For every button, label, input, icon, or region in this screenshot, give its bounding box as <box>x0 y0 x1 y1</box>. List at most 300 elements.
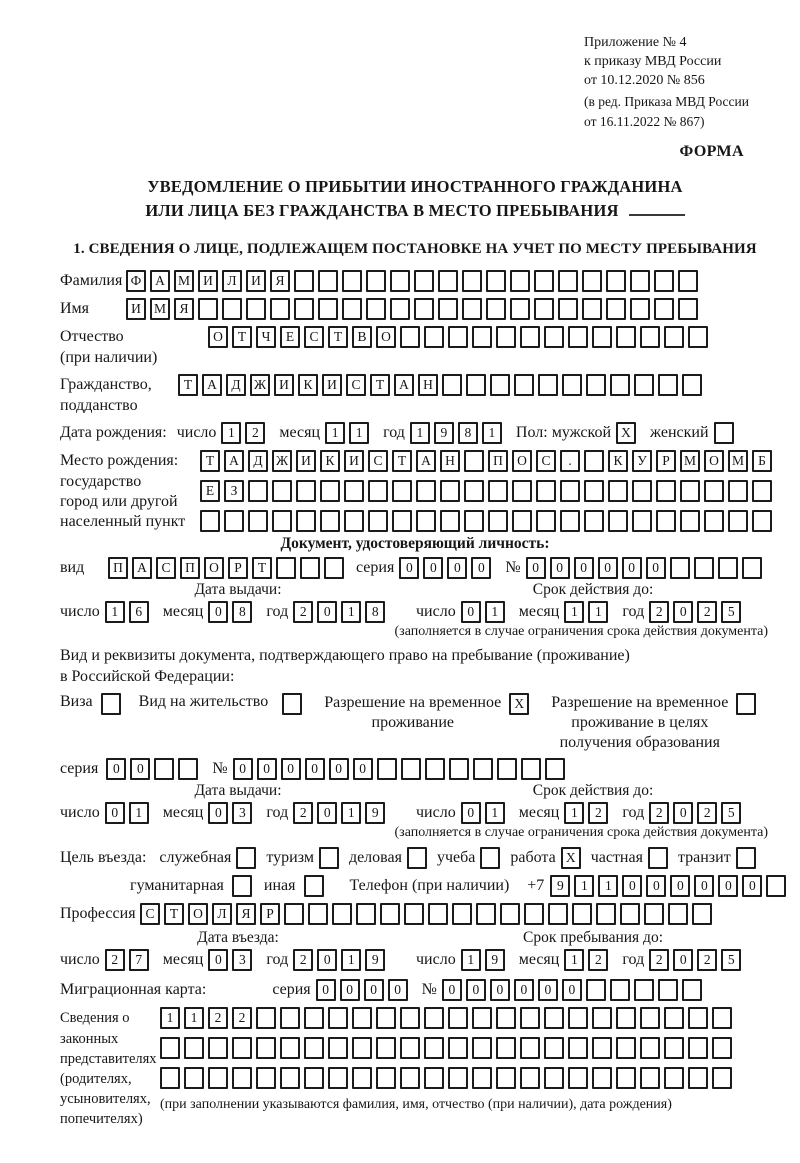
char-box[interactable] <box>473 758 493 780</box>
char-box[interactable]: 1 <box>482 422 502 444</box>
char-box[interactable] <box>682 374 702 396</box>
char-box[interactable] <box>488 510 508 532</box>
char-box[interactable] <box>510 298 530 320</box>
char-box[interactable]: Н <box>418 374 438 396</box>
char-box[interactable] <box>232 875 252 897</box>
char-box[interactable]: 1 <box>349 422 369 444</box>
char-box[interactable] <box>680 480 700 502</box>
char-box[interactable] <box>678 270 698 292</box>
char-box[interactable] <box>324 557 344 579</box>
char-box[interactable] <box>368 510 388 532</box>
char-box[interactable] <box>592 1037 612 1059</box>
char-box[interactable]: И <box>126 298 146 320</box>
char-box[interactable]: У <box>632 450 652 472</box>
char-box[interactable] <box>448 326 468 348</box>
char-box[interactable] <box>664 1007 684 1029</box>
char-box[interactable]: 8 <box>232 601 252 623</box>
char-box[interactable]: С <box>346 374 366 396</box>
char-box[interactable]: Я <box>236 903 256 925</box>
char-box[interactable] <box>272 510 292 532</box>
char-box[interactable] <box>586 374 606 396</box>
char-box[interactable] <box>520 1007 540 1029</box>
char-box[interactable]: 0 <box>538 979 558 1001</box>
char-box[interactable] <box>572 903 592 925</box>
char-box[interactable] <box>616 1007 636 1029</box>
char-box[interactable] <box>400 1067 420 1089</box>
char-box[interactable] <box>425 758 445 780</box>
char-box[interactable]: 1 <box>574 875 594 897</box>
char-box[interactable] <box>319 847 339 869</box>
char-box[interactable]: Т <box>328 326 348 348</box>
char-box[interactable]: 0 <box>442 979 462 1001</box>
char-box[interactable] <box>586 979 606 1001</box>
char-box[interactable]: С <box>304 326 324 348</box>
char-box[interactable]: 2 <box>697 802 717 824</box>
char-box[interactable] <box>280 1037 300 1059</box>
char-box[interactable] <box>584 450 604 472</box>
char-box[interactable] <box>376 1037 396 1059</box>
char-box[interactable] <box>424 326 444 348</box>
char-box[interactable] <box>548 903 568 925</box>
char-box[interactable]: 0 <box>329 758 349 780</box>
char-box[interactable] <box>558 298 578 320</box>
char-box[interactable]: 0 <box>514 979 534 1001</box>
char-box[interactable] <box>656 480 676 502</box>
char-box[interactable] <box>328 1007 348 1029</box>
char-box[interactable] <box>736 693 756 715</box>
char-box[interactable] <box>304 1067 324 1089</box>
char-box[interactable] <box>442 374 462 396</box>
char-box[interactable] <box>658 374 678 396</box>
char-box[interactable] <box>486 270 506 292</box>
char-box[interactable]: 2 <box>105 949 125 971</box>
char-box[interactable] <box>490 374 510 396</box>
char-box[interactable]: 0 <box>423 557 443 579</box>
char-box[interactable] <box>472 1067 492 1089</box>
char-box[interactable]: М <box>728 450 748 472</box>
char-box[interactable] <box>682 979 702 1001</box>
char-box[interactable] <box>688 326 708 348</box>
char-box[interactable]: Е <box>200 480 220 502</box>
char-box[interactable]: 2 <box>293 601 313 623</box>
char-box[interactable]: С <box>536 450 556 472</box>
char-box[interactable]: 0 <box>646 557 666 579</box>
char-box[interactable] <box>464 450 484 472</box>
char-box[interactable] <box>630 298 650 320</box>
char-box[interactable] <box>296 480 316 502</box>
char-box[interactable] <box>320 510 340 532</box>
char-box[interactable]: Д <box>226 374 246 396</box>
char-box[interactable] <box>524 903 544 925</box>
char-box[interactable]: 2 <box>588 802 608 824</box>
char-box[interactable] <box>640 1007 660 1029</box>
char-box[interactable] <box>520 1067 540 1089</box>
char-box[interactable] <box>560 480 580 502</box>
char-box[interactable]: 1 <box>221 422 241 444</box>
char-box[interactable] <box>272 480 292 502</box>
char-box[interactable] <box>344 510 364 532</box>
char-box[interactable]: Т <box>392 450 412 472</box>
char-box[interactable] <box>654 298 674 320</box>
char-box[interactable]: О <box>208 326 228 348</box>
char-box[interactable] <box>610 979 630 1001</box>
char-box[interactable] <box>688 1007 708 1029</box>
char-box[interactable]: 6 <box>129 601 149 623</box>
char-box[interactable]: 0 <box>673 601 693 623</box>
char-box[interactable]: 0 <box>694 875 714 897</box>
char-box[interactable]: О <box>704 450 724 472</box>
char-box[interactable] <box>584 510 604 532</box>
char-box[interactable] <box>640 1067 660 1089</box>
char-box[interactable] <box>592 1007 612 1029</box>
char-box[interactable]: И <box>322 374 342 396</box>
char-box[interactable]: 0 <box>673 949 693 971</box>
char-box[interactable] <box>400 1037 420 1059</box>
char-box[interactable] <box>296 510 316 532</box>
char-box[interactable] <box>654 270 674 292</box>
char-box[interactable] <box>404 903 424 925</box>
char-box[interactable] <box>448 1067 468 1089</box>
char-box[interactable] <box>582 270 602 292</box>
char-box[interactable] <box>448 1037 468 1059</box>
char-box[interactable]: 2 <box>649 949 669 971</box>
char-box[interactable]: 2 <box>697 601 717 623</box>
char-box[interactable]: 1 <box>564 802 584 824</box>
char-box[interactable] <box>712 1007 732 1029</box>
char-box[interactable] <box>449 758 469 780</box>
char-box[interactable] <box>656 510 676 532</box>
char-box[interactable]: 9 <box>485 949 505 971</box>
char-box[interactable] <box>318 298 338 320</box>
char-box[interactable]: 8 <box>458 422 478 444</box>
char-box[interactable] <box>568 326 588 348</box>
char-box[interactable]: 1 <box>564 601 584 623</box>
char-box[interactable]: 0 <box>317 802 337 824</box>
char-box[interactable]: Т <box>252 557 272 579</box>
char-box[interactable] <box>520 1037 540 1059</box>
char-box[interactable]: 9 <box>550 875 570 897</box>
char-box[interactable]: 0 <box>550 557 570 579</box>
char-box[interactable] <box>416 480 436 502</box>
char-box[interactable] <box>464 480 484 502</box>
char-box[interactable] <box>342 270 362 292</box>
char-box[interactable] <box>664 1067 684 1089</box>
char-box[interactable] <box>380 903 400 925</box>
char-box[interactable]: 2 <box>293 802 313 824</box>
char-box[interactable] <box>616 326 636 348</box>
char-box[interactable]: Я <box>174 298 194 320</box>
char-box[interactable]: 5 <box>721 601 741 623</box>
char-box[interactable] <box>512 510 532 532</box>
char-box[interactable] <box>154 758 174 780</box>
char-box[interactable]: К <box>298 374 318 396</box>
char-box[interactable] <box>712 1067 732 1089</box>
char-box[interactable]: О <box>376 326 396 348</box>
char-box[interactable]: 0 <box>718 875 738 897</box>
char-box[interactable] <box>510 270 530 292</box>
char-box[interactable] <box>704 510 724 532</box>
char-box[interactable]: Т <box>200 450 220 472</box>
char-box[interactable] <box>678 298 698 320</box>
char-box[interactable]: К <box>608 450 628 472</box>
char-box[interactable]: М <box>174 270 194 292</box>
char-box[interactable] <box>304 1007 324 1029</box>
char-box[interactable] <box>606 298 626 320</box>
char-box[interactable] <box>390 270 410 292</box>
char-box[interactable]: А <box>150 270 170 292</box>
char-box[interactable] <box>496 1037 516 1059</box>
char-box[interactable] <box>232 1037 252 1059</box>
char-box[interactable] <box>318 270 338 292</box>
char-box[interactable] <box>462 270 482 292</box>
char-box[interactable] <box>392 510 412 532</box>
char-box[interactable] <box>648 847 668 869</box>
char-box[interactable] <box>160 1037 180 1059</box>
char-box[interactable]: С <box>156 557 176 579</box>
char-box[interactable]: 9 <box>434 422 454 444</box>
char-box[interactable] <box>536 510 556 532</box>
char-box[interactable] <box>688 1037 708 1059</box>
char-box[interactable] <box>592 326 612 348</box>
char-box[interactable]: Л <box>212 903 232 925</box>
char-box[interactable]: Ф <box>126 270 146 292</box>
char-box[interactable]: 1 <box>461 949 481 971</box>
char-box[interactable]: 0 <box>364 979 384 1001</box>
char-box[interactable] <box>208 1037 228 1059</box>
char-box[interactable]: А <box>224 450 244 472</box>
char-box[interactable]: 2 <box>588 949 608 971</box>
char-box[interactable]: М <box>150 298 170 320</box>
char-box[interactable]: 1 <box>105 601 125 623</box>
char-box[interactable] <box>328 1067 348 1089</box>
char-box[interactable] <box>544 326 564 348</box>
char-box[interactable]: В <box>352 326 372 348</box>
char-box[interactable] <box>608 480 628 502</box>
char-box[interactable]: 9 <box>365 949 385 971</box>
char-box[interactable] <box>414 270 434 292</box>
char-box[interactable] <box>512 480 532 502</box>
char-box[interactable] <box>596 903 616 925</box>
char-box[interactable]: З <box>224 480 244 502</box>
char-box[interactable] <box>377 758 397 780</box>
char-box[interactable]: 1 <box>564 949 584 971</box>
char-box[interactable] <box>438 298 458 320</box>
char-box[interactable]: 2 <box>245 422 265 444</box>
char-box[interactable]: 0 <box>317 949 337 971</box>
char-box[interactable]: И <box>296 450 316 472</box>
char-box[interactable]: 1 <box>485 802 505 824</box>
char-box[interactable]: 0 <box>281 758 301 780</box>
char-box[interactable] <box>520 326 540 348</box>
char-box[interactable]: Л <box>222 270 242 292</box>
char-box[interactable]: . <box>560 450 580 472</box>
char-box[interactable] <box>248 510 268 532</box>
char-box[interactable] <box>208 1067 228 1089</box>
char-box[interactable]: Р <box>228 557 248 579</box>
char-box[interactable]: 1 <box>598 875 618 897</box>
char-box[interactable] <box>280 1007 300 1029</box>
char-box[interactable]: 0 <box>562 979 582 1001</box>
char-box[interactable] <box>440 480 460 502</box>
char-box[interactable]: Е <box>280 326 300 348</box>
char-box[interactable]: П <box>180 557 200 579</box>
char-box[interactable]: 1 <box>410 422 430 444</box>
char-box[interactable] <box>640 326 660 348</box>
char-box[interactable] <box>424 1007 444 1029</box>
char-box[interactable] <box>366 270 386 292</box>
char-box[interactable] <box>160 1067 180 1089</box>
char-box[interactable]: 2 <box>208 1007 228 1029</box>
char-box[interactable] <box>664 326 684 348</box>
char-box[interactable]: А <box>416 450 436 472</box>
char-box[interactable]: 7 <box>129 949 149 971</box>
char-box[interactable] <box>544 1007 564 1029</box>
char-box[interactable]: 0 <box>316 979 336 1001</box>
char-box[interactable] <box>496 326 516 348</box>
char-box[interactable]: 2 <box>697 949 717 971</box>
char-box[interactable]: X <box>561 847 581 869</box>
char-box[interactable]: 0 <box>461 802 481 824</box>
char-box[interactable]: 0 <box>670 875 690 897</box>
char-box[interactable] <box>766 875 786 897</box>
char-box[interactable]: 0 <box>399 557 419 579</box>
char-box[interactable] <box>294 270 314 292</box>
char-box[interactable] <box>280 1067 300 1089</box>
char-box[interactable]: Б <box>752 450 772 472</box>
char-box[interactable]: 0 <box>673 802 693 824</box>
char-box[interactable]: Т <box>164 903 184 925</box>
char-box[interactable] <box>728 480 748 502</box>
char-box[interactable]: И <box>344 450 364 472</box>
char-box[interactable] <box>270 298 290 320</box>
char-box[interactable]: О <box>204 557 224 579</box>
char-box[interactable] <box>356 903 376 925</box>
char-box[interactable] <box>472 1007 492 1029</box>
char-box[interactable] <box>500 903 520 925</box>
char-box[interactable] <box>332 903 352 925</box>
char-box[interactable]: 0 <box>447 557 467 579</box>
char-box[interactable]: X <box>509 693 529 715</box>
char-box[interactable] <box>664 1037 684 1059</box>
char-box[interactable] <box>632 510 652 532</box>
char-box[interactable] <box>246 298 266 320</box>
char-box[interactable] <box>276 557 296 579</box>
char-box[interactable]: 1 <box>485 601 505 623</box>
char-box[interactable] <box>714 422 734 444</box>
char-box[interactable] <box>692 903 712 925</box>
char-box[interactable] <box>368 480 388 502</box>
char-box[interactable] <box>538 374 558 396</box>
char-box[interactable] <box>256 1007 276 1029</box>
char-box[interactable] <box>416 510 436 532</box>
char-box[interactable]: Ч <box>256 326 276 348</box>
char-box[interactable] <box>452 903 472 925</box>
char-box[interactable] <box>616 1037 636 1059</box>
char-box[interactable]: 0 <box>471 557 491 579</box>
char-box[interactable]: 0 <box>340 979 360 1001</box>
char-box[interactable]: 1 <box>341 802 361 824</box>
char-box[interactable] <box>486 298 506 320</box>
char-box[interactable] <box>496 1067 516 1089</box>
char-box[interactable] <box>562 374 582 396</box>
char-box[interactable]: 0 <box>130 758 150 780</box>
char-box[interactable]: 2 <box>232 1007 252 1029</box>
char-box[interactable] <box>752 480 772 502</box>
char-box[interactable] <box>184 1037 204 1059</box>
char-box[interactable]: Р <box>656 450 676 472</box>
char-box[interactable] <box>308 903 328 925</box>
char-box[interactable]: Р <box>260 903 280 925</box>
char-box[interactable]: 0 <box>208 802 228 824</box>
char-box[interactable] <box>376 1067 396 1089</box>
char-box[interactable] <box>352 1067 372 1089</box>
char-box[interactable]: 1 <box>341 601 361 623</box>
char-box[interactable] <box>256 1067 276 1089</box>
char-box[interactable]: 0 <box>526 557 546 579</box>
char-box[interactable] <box>497 758 517 780</box>
char-box[interactable]: 0 <box>646 875 666 897</box>
char-box[interactable] <box>462 298 482 320</box>
char-box[interactable]: 1 <box>160 1007 180 1029</box>
char-box[interactable] <box>376 1007 396 1029</box>
char-box[interactable] <box>616 1067 636 1089</box>
char-box[interactable] <box>496 1007 516 1029</box>
char-box[interactable]: 0 <box>257 758 277 780</box>
char-box[interactable]: Т <box>232 326 252 348</box>
char-box[interactable] <box>352 1037 372 1059</box>
char-box[interactable] <box>294 298 314 320</box>
char-box[interactable] <box>584 480 604 502</box>
char-box[interactable]: 0 <box>353 758 373 780</box>
char-box[interactable] <box>608 510 628 532</box>
char-box[interactable]: 0 <box>466 979 486 1001</box>
char-box[interactable] <box>198 298 218 320</box>
char-box[interactable]: 1 <box>129 802 149 824</box>
char-box[interactable] <box>582 298 602 320</box>
char-box[interactable] <box>712 1037 732 1059</box>
char-box[interactable] <box>342 298 362 320</box>
char-box[interactable] <box>476 903 496 925</box>
char-box[interactable]: Т <box>178 374 198 396</box>
char-box[interactable] <box>736 847 756 869</box>
char-box[interactable] <box>256 1037 276 1059</box>
char-box[interactable] <box>514 374 534 396</box>
char-box[interactable] <box>320 480 340 502</box>
char-box[interactable]: 1 <box>184 1007 204 1029</box>
char-box[interactable] <box>392 480 412 502</box>
char-box[interactable] <box>606 270 626 292</box>
char-box[interactable]: 0 <box>622 875 642 897</box>
char-box[interactable] <box>680 510 700 532</box>
char-box[interactable]: И <box>198 270 218 292</box>
char-box[interactable]: 3 <box>232 802 252 824</box>
char-box[interactable]: Н <box>440 450 460 472</box>
char-box[interactable] <box>178 758 198 780</box>
char-box[interactable] <box>521 758 541 780</box>
char-box[interactable]: 5 <box>721 949 741 971</box>
char-box[interactable] <box>742 557 762 579</box>
char-box[interactable]: М <box>680 450 700 472</box>
char-box[interactable] <box>568 1007 588 1029</box>
char-box[interactable] <box>224 510 244 532</box>
char-box[interactable] <box>488 480 508 502</box>
char-box[interactable]: 0 <box>490 979 510 1001</box>
char-box[interactable] <box>390 298 410 320</box>
char-box[interactable]: 1 <box>341 949 361 971</box>
char-box[interactable]: 0 <box>317 601 337 623</box>
char-box[interactable] <box>694 557 714 579</box>
char-box[interactable]: 0 <box>106 758 126 780</box>
